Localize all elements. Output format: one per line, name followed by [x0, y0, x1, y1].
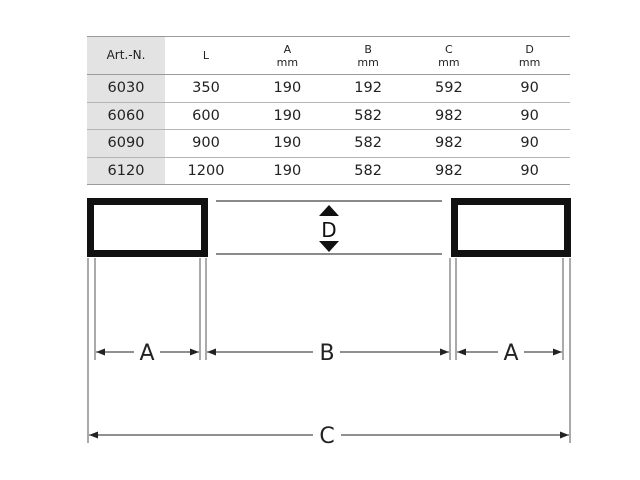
header-label: D — [525, 42, 534, 56]
cell-b: 582 — [328, 157, 409, 185]
arrowhead-icon — [457, 349, 466, 356]
label-a-left: A — [139, 341, 155, 366]
right-profile — [455, 202, 568, 254]
cell-art-nr: 6030 — [87, 75, 165, 103]
cell-l: 900 — [165, 130, 247, 158]
cell-art-nr: 6120 — [87, 157, 165, 185]
cell-b: 582 — [328, 130, 409, 158]
cell-art-nr: 6090 — [87, 130, 165, 158]
header-unit: mm — [357, 55, 379, 69]
arrowhead-icon — [96, 349, 105, 356]
cell-b: 582 — [328, 102, 409, 130]
arrowhead-icon — [553, 349, 562, 356]
cell-l: 600 — [165, 102, 247, 130]
arrowhead-icon — [207, 349, 216, 356]
d-arrow-down-icon — [319, 241, 339, 252]
cell-d: 90 — [489, 157, 570, 185]
left-profile — [91, 202, 205, 254]
header-label: Art.-N. — [106, 48, 146, 62]
cell-c: 982 — [409, 102, 490, 130]
cell-l: 1200 — [165, 157, 247, 185]
dimension-c — [89, 424, 569, 449]
d-arrow-up-icon — [319, 205, 339, 216]
arrowhead-icon — [190, 349, 199, 356]
dimension-a-left — [96, 341, 199, 366]
header-label: L — [202, 49, 210, 62]
cell-a: 190 — [247, 102, 328, 130]
cell-a: 190 — [247, 130, 328, 158]
cell-c: 982 — [409, 157, 490, 185]
arrowhead-icon — [560, 432, 569, 439]
header-unit: mm — [438, 55, 460, 69]
dimension-b — [207, 341, 449, 366]
header-label: C — [445, 42, 453, 56]
cell-d: 90 — [489, 102, 570, 130]
label-a-right: A — [503, 341, 519, 366]
dimension-a-right — [457, 341, 562, 366]
header-unit: mm — [518, 55, 541, 69]
arrowhead-icon — [89, 432, 98, 439]
label-c: C — [319, 424, 335, 449]
cell-d: 90 — [489, 130, 570, 158]
header-label: A — [283, 42, 292, 56]
header-label: B — [364, 42, 372, 56]
cell-c: 592 — [409, 75, 490, 103]
label-b: B — [319, 341, 335, 366]
cell-c: 982 — [409, 130, 490, 158]
cell-l: 350 — [165, 75, 247, 103]
label-d: D — [321, 218, 337, 242]
cell-d: 90 — [489, 75, 570, 103]
cell-a: 190 — [247, 157, 328, 185]
cell-a: 190 — [247, 75, 328, 103]
cell-art-nr: 6060 — [87, 102, 165, 130]
cell-b: 192 — [328, 75, 409, 103]
arrowhead-icon — [440, 349, 449, 356]
header-unit: mm — [276, 55, 299, 69]
